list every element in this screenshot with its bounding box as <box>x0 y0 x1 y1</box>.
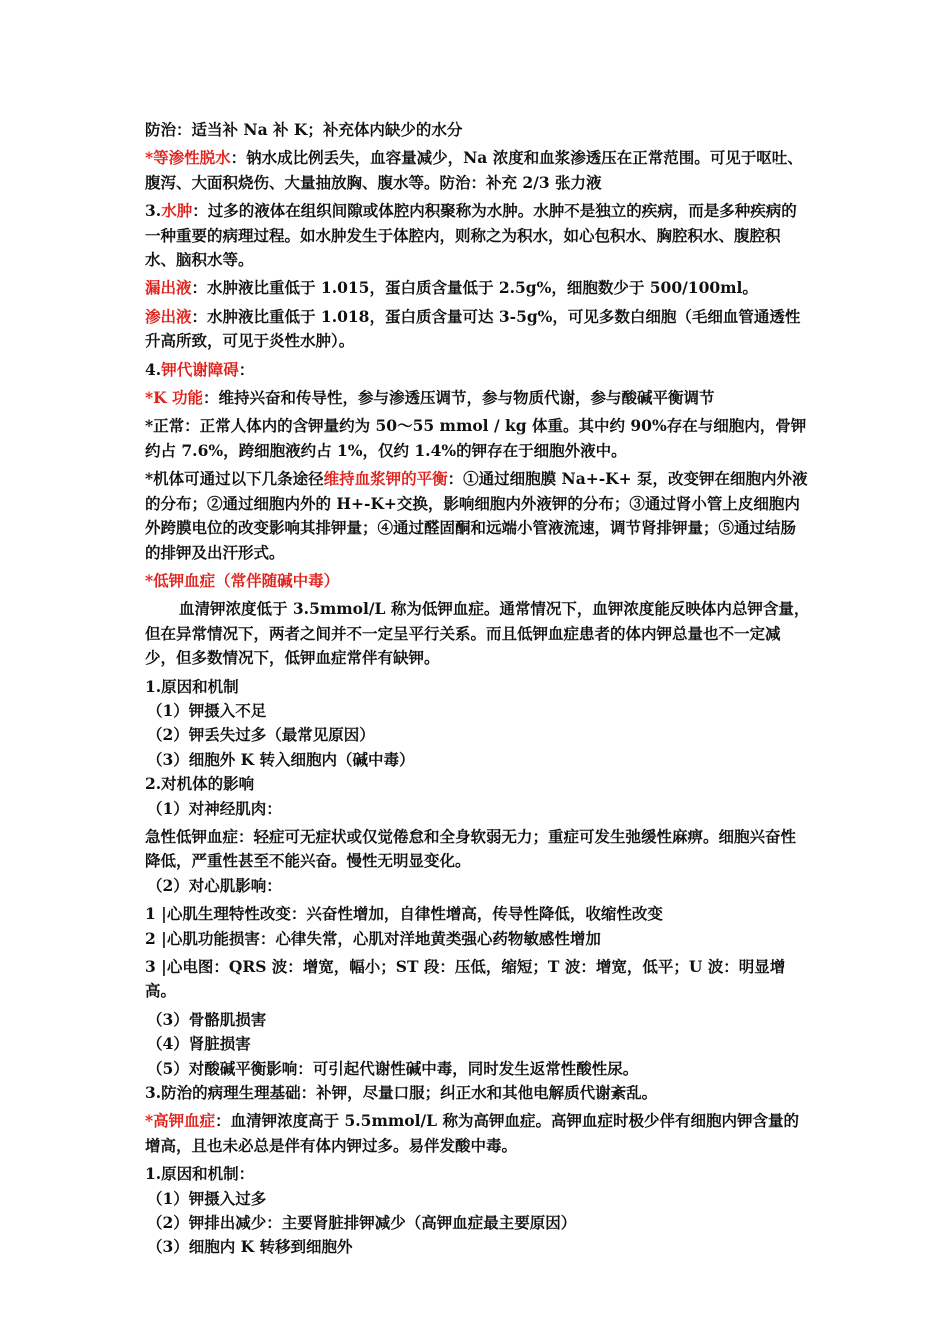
paragraph-transudate: 漏出液：水肿液比重低于 1.015，蛋白质含量低于 2.5g%，细胞数少于 500/100ml。 <box>145 278 758 298</box>
paragraph-edema: 3.水肿：过多的液体在组织间隙或体腔内积聚称为水肿。水肿不是独立的疾病，而是多种疾病的一种重要的病理过程。如水肿发生于体腔内，则称之为积水，如心包积水、胸腔积水、腹腔积水、脑积水等。 <box>145 201 797 270</box>
list-item: （2）钾丢失过多（最常见原因） <box>147 725 375 745</box>
list-item: （3）骨骼肌损害 <box>147 1009 267 1029</box>
list-item: （2）对心肌影响： <box>147 875 282 895</box>
term-transudate: 漏出液 <box>145 278 192 298</box>
term-edema: 水肿 <box>161 201 193 221</box>
paragraph-hypokalemia-definition: 血清钾浓度低于 3.5mmol/L 称为低钾血症。通常情况下，血钾浓度能反映体内总钾含量，但在异常情况下，两者之间并不一定呈平行关系。而且低钾血症患者的体内钾总量也不一定减少，但多数情况下，低钾血症常伴有缺钾。 <box>145 599 810 668</box>
heading-causes: 1.原因和机制 <box>145 676 239 696</box>
list-item: （2）钾排出减少：主要肾脏排钾减少（高钾血症最主要原因） <box>147 1213 577 1233</box>
list-item: （5）对酸碱平衡影响：可引起代谢性碱中毒，同时发生返常性酸性尿。 <box>147 1058 639 1078</box>
term-k-function: *K 功能 <box>145 388 203 408</box>
term-exudate: 渗出液 <box>145 306 192 326</box>
list-item: 3 |心电图：QRS 波：增宽，幅小；ST 段：压低，缩短；T 波：增宽，低平；U 波：明显增高。 <box>145 957 786 1001</box>
heading-causes-hyperkalemia: 1.原因和机制： <box>145 1164 255 1184</box>
paragraph-normal-potassium: *正常：正常人体内的含钾量约为 50～55 mmol / kg 体重。其中约 90%存在与细胞内，骨钾约占 7.6%，跨细胞液约占 1%，仅约 1.4%的钾存在于细胞外液中。 <box>145 416 807 460</box>
heading-treatment-basis: 3.防治的病理生理基础：补钾，尽量口服；纠正水和其他电解质代谢紊乱。 <box>145 1083 658 1103</box>
list-item: 2 |心肌功能损害：心律失常，心肌对洋地黄类强心药物敏感性增加 <box>145 928 601 948</box>
term-isotonic-dehydration: *等渗性脱水 <box>145 148 231 168</box>
term-potassium-balance: 维持血浆钾的平衡 <box>323 469 448 489</box>
paragraph-hyperkalemia: *高钾血症：血清钾浓度高于 5.5mmol/L 称为高钾血症。高钾血症时极少伴有细胞内钾含量的增高，且也未必总是伴有体内钾过多。易伴发酸中毒。 <box>145 1111 799 1155</box>
paragraph-exudate: 渗出液：水肿液比重低于 1.018，蛋白质含量可达 3-5g%，可见多数白细胞（毛细血管通透性升高所致，可见于炎性水肿）。 <box>145 306 801 351</box>
list-item: 1 |心肌生理特性改变：兴奋性增加，自律性增高，传导性降低，收缩性改变 <box>145 904 663 924</box>
term-hypokalemia: *低钾血症（常伴随碱中毒） <box>145 570 340 590</box>
paragraph-potassium-balance: *机体可通过以下几条途径维持血浆钾的平衡：①通过细胞膜 Na+-K+ 泵，改变钾在细胞内外液的分布；②通过细胞内外的 H+-K+交换，影响细胞内外液钾的分布；③通过肾小管上皮细胞内外跨膜电位的改变影响其排钾量；④通过醛固酮和远端小管液流速，调节肾排钾量；⑤通过结肠的排钾及出汗形式。 <box>145 469 808 562</box>
list-item: （4）肾脏损害 <box>147 1034 251 1054</box>
paragraph-acute-hypokalemia: 急性低钾血症：轻症可无症状或仅觉倦怠和全身软弱无力；重症可发生弛缓性麻痹。细胞兴奋性降低，严重性甚至不能兴奋。慢性无明显变化。 <box>145 826 797 871</box>
list-item: （1）钾摄入不足 <box>147 700 267 720</box>
heading-hypokalemia <box>145 569 810 593</box>
list-item: （1）对神经肌肉： <box>147 798 282 818</box>
heading-effects: 2.对机体的影响 <box>145 774 255 794</box>
paragraph-treatment: 防治：适当补 Na 补 K；补充体内缺少的水分 <box>145 120 463 139</box>
term-potassium-disorder: 钾代谢障碍 <box>161 359 239 379</box>
heading-potassium-disorder: 4.钾代谢障碍： <box>145 359 255 379</box>
list-item: （1）钾摄入过多 <box>147 1188 267 1208</box>
list-item: （3）细胞内 K 转移到细胞外 <box>147 1237 353 1257</box>
paragraph-k-function: *K 功能：维持兴奋和传导性，参与渗透压调节，参与物质代谢，参与酸碱平衡调节 <box>145 388 715 408</box>
term-hyperkalemia: *高钾血症 <box>145 1111 216 1131</box>
paragraph-isotonic-dehydration: *等渗性脱水：钠水成比例丢失，血容量减少，Na 浓度和血浆渗透压在正常范围。可见于呕吐、腹泻、大面积烧伤、大量抽放胸、腹水等。防治：补充 2/3 张力液 <box>145 148 803 192</box>
document-body <box>145 118 810 1260</box>
list-item: （3）细胞外 K 转入细胞内（碱中毒） <box>147 749 415 769</box>
